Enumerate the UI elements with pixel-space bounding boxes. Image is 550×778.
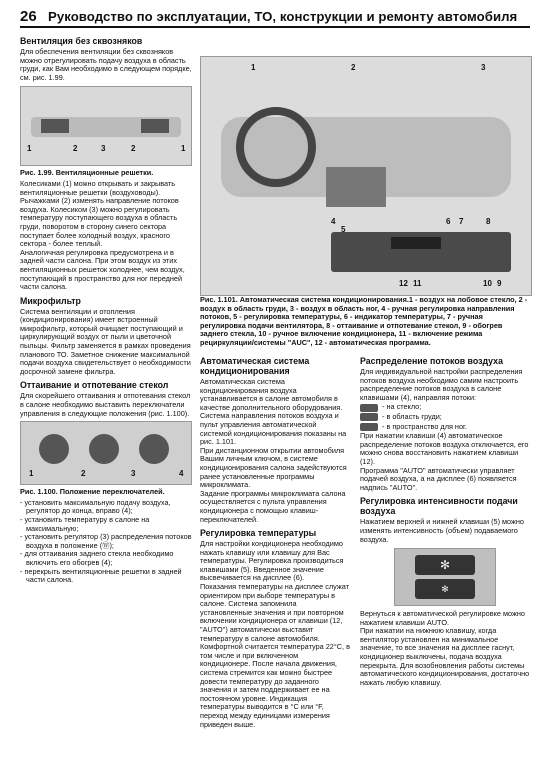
middle-column [200, 356, 350, 729]
para-dist: Для индивидуальной настройки распределения потоков воздуха необходимо самим настроить распределение потоков воздуха в салоне клавишами (4), направляя потоки: [360, 367, 523, 402]
vent-grille-left [41, 119, 69, 133]
fig100-label: 4 [179, 469, 184, 479]
fig101-label: 5 [341, 225, 346, 234]
fig101-label: 9 [497, 279, 502, 288]
para-int: Нажатием верхней и нижней клавиши (5) можно изменять интенсивность (объем) подаваемого воздуха. [360, 517, 524, 544]
feet-button-icon [360, 423, 378, 431]
steering-wheel [236, 107, 316, 187]
fig101-label: 4 [331, 217, 336, 226]
fig101-label: 8 [486, 217, 491, 226]
knob-1 [39, 434, 69, 464]
fig101-label: 2 [351, 63, 356, 72]
figure-switches [20, 421, 192, 485]
para-auto2: При дистанционном открытии автомобиля Вашим личным ключом, в системе кондиционирования салона задействуются ранее установленные программы микроклимата. [200, 445, 347, 490]
figure-vent-grilles [20, 86, 192, 166]
list-item: - установить регулятор (3) распределения потоков воздуха в положение (Ⓦ); [20, 532, 192, 550]
para-int3: При нажатии на нижнюю клавишу, когда вентилятор установлен на минимальное значение, то все значения на дисплее гаснут, кондиционер выключены, подача воздуха перекрыта. Для возобновления работы системы автоматического кондиционирования, достаточно нажать любую клавишу. [360, 626, 530, 687]
heading-distribution: Распределение потоков воздуха [360, 356, 503, 366]
fig99-label: 2 [131, 144, 136, 154]
fig100-caption: Рис. 1.100. Положение переключателей. [20, 487, 165, 497]
vent-grille-right [141, 119, 169, 133]
fig100-label: 3 [131, 469, 136, 479]
fig101-label: 10 [483, 279, 492, 288]
fig101-label: 6 [446, 217, 451, 226]
para-vent2: Колесиками (1) можно открывать и закрывать вентиляционные решетки (воздуховоды). Рычажками (2) изменять направление потоков воздуха. Колесиком (3) можно регулировать температуру поступающего воздуха в область груди, поворотом в сторону синего сектора поступает более холодный воздух, красного сектора - более теплый. [20, 178, 179, 249]
right-column [360, 356, 530, 687]
knob-3 [139, 434, 169, 464]
figure-auto-climate [200, 56, 532, 296]
knob-2 [89, 434, 119, 464]
heading-defrost: Оттаивание и отпотевание стекол [20, 380, 169, 391]
fig100-label: 1 [29, 469, 34, 479]
left-column [20, 32, 192, 585]
para-auto: Автоматическая система кондиционирования воздуха устанавливается в салоне автомобиля в качестве дополнительного оборудования. Система направления потоков воздуха и пульт управления автоматической системой кондиционирования показаны на рис. 1.101. [200, 377, 347, 447]
list-item: - перекрыть вентиляционные решетки в задней части салона. [20, 566, 182, 585]
fig99-label: 2 [73, 144, 78, 154]
fig100-label: 2 [81, 469, 86, 479]
list-item: - установить максимальную подачу воздуха, регулятор до конца, вправо (4); [20, 497, 171, 516]
list-item: - для оттаивания заднего стекла необходимо включить его обогрев (4); [20, 549, 174, 567]
header-rule [20, 26, 530, 28]
fig101-label: 3 [481, 63, 486, 72]
para-defrost: Для скорейшего оттаивания и отпотевания стекол в салоне необходимо выставить переключатели управления в следующие положения (рис. 1.100). [20, 391, 191, 418]
fig101-label: 12 [399, 279, 408, 288]
list-item: - установить температуру в салоне на максимальную; [20, 515, 150, 533]
fig99-label: 3 [101, 144, 106, 154]
fan-down-icon: ✻ [415, 579, 475, 599]
heading-microfilter: Микрофильтр [20, 295, 81, 306]
chest-button-icon [360, 413, 378, 421]
windshield-button-icon [360, 404, 378, 412]
para-dist3: Программа "AUTO" автоматически управляет подачей воздуха, а на дисплее (6) появляется надпись "AUTO". [360, 465, 517, 492]
page-header [0, 0, 550, 30]
fan-up-icon: ✻ [415, 555, 475, 575]
para-int2: Вернуться к автоматической регулировке можно нажатием клавиши AUTO. [360, 609, 525, 627]
heading-intensity: Регулировка интенсивности подачи воздуха [360, 496, 518, 517]
heading-temperature: Регулировка температуры [200, 528, 317, 539]
fig99-caption: Рис. 1.99. Вентиляционные решетки. [20, 168, 154, 178]
option-feet: - в пространство для ног. [360, 423, 530, 432]
para-vent3: Аналогичная регулировка предусмотрена и в задней части салона. При этом воздух из этих вентиляционных решеток холоднее, чем воздух, поступающий в пространство для ног передней части салона. [20, 247, 185, 292]
fig101-label: 11 [413, 279, 422, 288]
heading-ventilation: Вентиляция без сквозняков [20, 36, 143, 46]
fig99-label: 1 [27, 144, 32, 154]
para-dist2: При нажатии клавиши (4) автоматическое распределение потоков воздуха отключается, его можно снова восстановить нажатием клавиши (12). [360, 431, 529, 466]
climate-display [391, 237, 441, 249]
fig99-label: 1 [181, 144, 186, 154]
fig101-label: 1 [251, 63, 256, 72]
center-console [326, 167, 386, 207]
page-number: 26 [20, 8, 37, 25]
fig101-label: 7 [459, 217, 464, 226]
heading-auto-system: Автоматическая система кондиционирования [200, 356, 310, 376]
para-auto3: Задание программы микроклимата салона осуществляется с пульта управления кондиционера с помощью клавиш-переключателей. [200, 488, 346, 524]
para-microfilter: Система вентиляции и отопления (кондиционирования) имеет встроенный микрофильтр, который очищает поступающий и циркулирующий воздух от пыли и цветочной пыльцы. Фильтр заменяется в рамках проведения планового ТО. Заметное снижение максимальной подачи воздуха свидетельствует о необходимости досрочной замене фильтра. [20, 306, 191, 376]
fig101-caption: Рис. 1.101. Автоматическая система кондиционирования.1 - воздух на лобовое стекло, 2 - воздух в область груди, 3 - воздух в область ног, 4 - ручная регулировка направления потоков, 5 - регулировка температуры, 6 - индикатор температуры, 7 - ручная регулировка подачи вентилятора, 8 - оттаивание и отпотевание стекол, 9 - обогрев заднего стекла, 10 - ручное включение кондиционера, 11 - включение режима рециркуляции/системы "AUC", 12 - автоматическая программа. [200, 295, 528, 347]
figure-fan-buttons [394, 548, 496, 606]
page-title: Руководство по эксплуатации, ТО, конструкции и ремонту автомобиля [48, 9, 518, 24]
para-temp: Для настройки кондиционера необходимо нажать клавишу или клавишу для Вас температуры. Регулировка производиться клавишами (5). Введенное значение высвечивается на дисплее (6). [200, 539, 344, 583]
para-temp2: Показания температуры на дисплее служат ориентиром при выборе температуры в салоне. Система запомнила установленные значения и при повторном включении кондиционера от клавиши (12, "AUTO") автоматически выставит температуру в салоне автомобиля. [200, 582, 349, 643]
para-temp3: Комфортной считается температура 22°С, в том числе и при включенном кондиционере. После начала движения, система стремится как можно быстрее довести температуру до заданного значения и затем поддерживает ее на постоянном уровне. Индикация температуры выводится в °С или °F, переход между единицами измерения приведен выше. [200, 642, 350, 729]
option-chest: - в область груди; [360, 413, 530, 422]
para-ventilation: Для обеспечения вентиляции без сквозняков можно отрегулировать подачу воздуха в область груди, как Вам необходимо в следующем порядке, см. рис. 1.99. [20, 47, 192, 82]
option-windshield: - на стекло; [360, 403, 530, 412]
